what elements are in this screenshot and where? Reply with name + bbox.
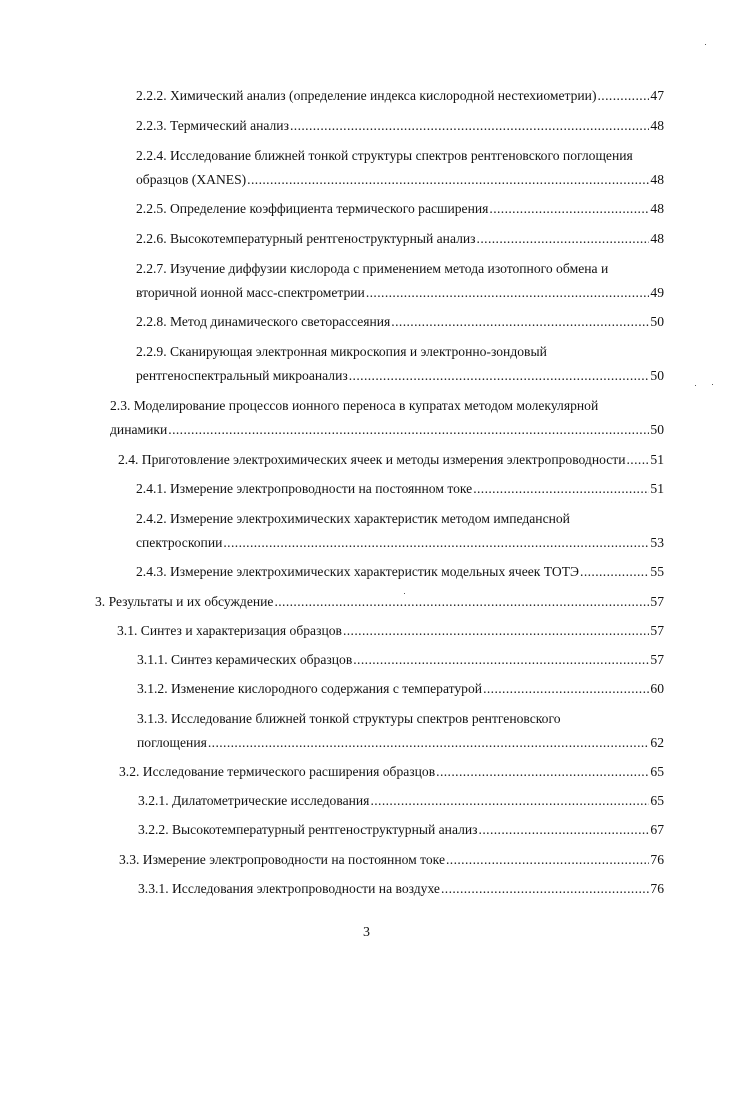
- toc-entry: [137, 679, 664, 699]
- toc-entry-page: 48: [650, 172, 664, 187]
- toc-entry: [138, 791, 664, 811]
- leader-dots: [349, 366, 650, 386]
- toc-entry-page: 76: [650, 881, 664, 896]
- toc-entry-title: 2.3. Моделирование процессов ионного переноса в купратах методом молекулярной: [110, 398, 599, 413]
- leader-dots: [274, 592, 649, 612]
- toc-entry-page: 57: [650, 623, 664, 638]
- toc-entry-page: 51: [650, 481, 664, 496]
- toc-entry-page: 62: [650, 735, 664, 750]
- toc-entry-line: [110, 396, 664, 416]
- toc-entry-page: 48: [650, 118, 664, 133]
- page-number: 3: [363, 925, 370, 940]
- toc-entry-title: 3. Результаты и их обсуждение: [95, 594, 274, 609]
- toc-entry: [136, 479, 664, 499]
- toc-entry: [137, 650, 664, 670]
- toc-entry-page: 48: [650, 201, 664, 216]
- toc-entry-page: 57: [650, 594, 664, 609]
- toc-entry: [136, 229, 664, 249]
- toc-entry-title: 2.2.5. Определение коэффициента термического расширения: [136, 201, 489, 216]
- leader-dots: [223, 533, 649, 553]
- leader-dots: [366, 283, 650, 303]
- toc-entry-page: 47: [650, 88, 664, 103]
- toc-entry-page: 53: [650, 535, 664, 550]
- toc-entry-line: [136, 259, 664, 279]
- toc-entry-page: 48: [650, 231, 664, 246]
- leader-dots: [479, 820, 650, 840]
- toc-entry-page: 65: [650, 764, 664, 779]
- toc-entry-title: динамики: [110, 422, 168, 437]
- leader-dots: [353, 650, 649, 670]
- leader-dots: [441, 879, 649, 899]
- toc-entry: [136, 116, 664, 136]
- toc-entry-title: 3.2.1. Дилатометрические исследования: [138, 793, 370, 808]
- leader-dots: [208, 733, 650, 753]
- toc-entry-page: 67: [650, 822, 664, 837]
- toc-entry: [136, 562, 664, 582]
- toc-entry: [118, 450, 664, 470]
- leader-dots: [483, 679, 649, 699]
- toc-entry-title: 2.2.6. Высокотемпературный рентгеноструктурный анализ: [136, 231, 476, 246]
- toc-entry: [119, 850, 664, 870]
- toc-entry-title: 3.2.2. Высокотемпературный рентгеноструктурный анализ: [138, 822, 478, 837]
- toc-entry-title: спектроскопии: [136, 535, 223, 550]
- leader-dots: [247, 170, 649, 190]
- toc-entry-title: 3.1.2. Изменение кислородного содержания с температурой: [137, 681, 483, 696]
- toc-entry-page: 76: [650, 852, 664, 867]
- toc-entry-page: 60: [650, 681, 664, 696]
- toc-entry: [136, 533, 664, 553]
- leader-dots: [436, 762, 649, 782]
- toc-entry-title: 2.2.9. Сканирующая электронная микроскопия и электронно-зондовый: [136, 344, 547, 359]
- toc-entry-line: [136, 342, 664, 362]
- toc-entry: [117, 621, 664, 641]
- toc-entry-page: 55: [650, 564, 664, 579]
- toc-entry-title: 3.3.1. Исследования электропроводности на воздухе: [138, 881, 440, 896]
- toc-entry-title: 3.2. Исследование термического расширения образцов: [119, 764, 436, 779]
- toc-entry-title: поглощения: [137, 735, 207, 750]
- leader-dots: [477, 229, 650, 249]
- toc-entry-title: 2.2.4. Исследование ближней тонкой структуры спектров рентгеновского поглощения: [136, 148, 633, 163]
- toc-entry: [137, 733, 664, 753]
- toc-entry: [136, 366, 664, 386]
- leader-dots: [370, 791, 649, 811]
- toc-entry: [110, 420, 664, 440]
- toc-entry-title: 2.4.3. Измерение электрохимических характеристик модельных ячеек ТОТЭ: [136, 564, 580, 579]
- toc-entry-title: 3.1.1. Синтез керамических образцов: [137, 652, 353, 667]
- leader-dots: [290, 116, 649, 136]
- toc-entry-title: 2.4.2. Измерение электрохимических характеристик методом импедансной: [136, 511, 570, 526]
- toc-entry: [138, 820, 664, 840]
- toc-entry-page: 50: [650, 368, 664, 383]
- toc-entry-page: 50: [650, 314, 664, 329]
- toc-entry: [119, 762, 664, 782]
- toc-entry-title: рентгеноспектральный микроанализ: [136, 368, 348, 383]
- leader-dots: [343, 621, 649, 641]
- toc-entry-title: 2.2.8. Метод динамического светорассеяния: [136, 314, 391, 329]
- toc-entry-title: 3.1. Синтез и характеризация образцов: [117, 623, 342, 638]
- leader-dots: [391, 312, 649, 332]
- toc-entry: [95, 592, 664, 612]
- scan-speck: [712, 384, 713, 385]
- scan-speck: [695, 385, 696, 386]
- toc-entry: [136, 170, 664, 190]
- toc-entry: [136, 86, 664, 106]
- leader-dots: [598, 86, 650, 106]
- leader-dots: [489, 199, 649, 219]
- toc-entry-title: 2.4. Приготовление электрохимических ячеек и методы измерения электропроводности: [118, 452, 626, 467]
- leader-dots: [627, 450, 650, 470]
- leader-dots: [446, 850, 649, 870]
- scan-speck: [705, 44, 706, 45]
- toc-entry-title: вторичной ионной масс-спектрометрии: [136, 285, 365, 300]
- toc-entry-title: образцов (XANES): [136, 172, 247, 187]
- toc-entry-page: 50: [650, 422, 664, 437]
- leader-dots: [473, 479, 649, 499]
- toc-entry-page: 65: [650, 793, 664, 808]
- leader-dots: [168, 420, 649, 440]
- scan-speck: [404, 593, 405, 594]
- toc-entry-title: 2.2.7. Изучение диффузии кислорода с применением метода изотопного обмена и: [136, 261, 609, 276]
- toc-entry-line: [137, 709, 664, 729]
- toc-entry-title: 2.2.2. Химический анализ (определение индекса кислородной нестехиометрии): [136, 88, 597, 103]
- toc-entry-title: 3.3. Измерение электропроводности на постоянном токе: [119, 852, 445, 867]
- leader-dots: [580, 562, 649, 582]
- toc-entry-page: 49: [650, 285, 664, 300]
- toc-entry-title: 2.4.1. Измерение электропроводности на постоянном токе: [136, 481, 473, 496]
- toc-entry-line: [136, 146, 664, 166]
- toc-entry: [138, 879, 664, 899]
- toc-entry-line: [136, 509, 664, 529]
- toc-entry-title: 3.1.3. Исследование ближней тонкой структуры спектров рентгеновского: [137, 711, 561, 726]
- toc-entry-page: 51: [650, 452, 664, 467]
- toc-entry: [136, 312, 664, 332]
- toc-entry-title: 2.2.3. Термический анализ: [136, 118, 289, 133]
- toc-entry: [136, 199, 664, 219]
- toc-entry-page: 57: [650, 652, 664, 667]
- toc-entry: [136, 283, 664, 303]
